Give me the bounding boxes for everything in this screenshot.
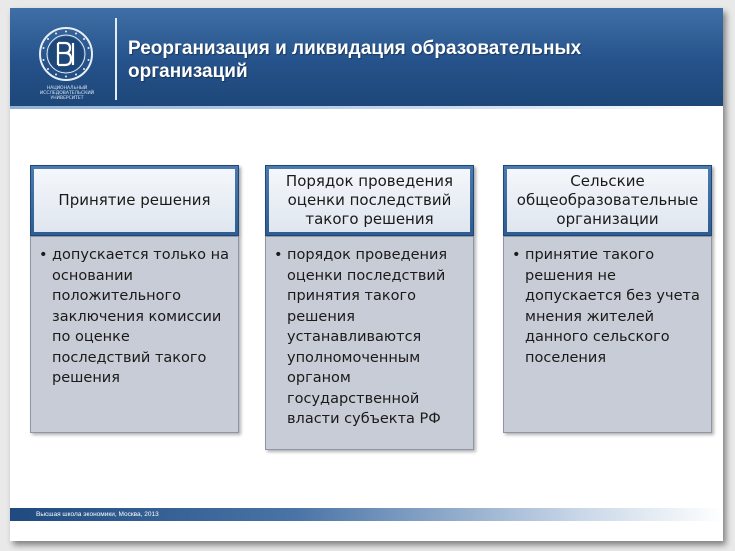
logo-caption: НАЦИОНАЛЬНЫЙ ИССЛЕДОВАТЕЛЬСКИЙ УНИВЕРСИТЕТ [39,86,95,101]
slide-title: Реорганизация и ликвидация образовательных организаций [128,38,582,82]
column-heading-inner [34,169,235,232]
column-bullet-text: порядок проведения оценки последствий принятия такого решения устанавливаются уполномоченным органом государственной власти субъекта РФ [287,247,448,427]
column-heading-box [30,165,239,236]
bullet-icon: • [274,247,283,263]
hse-logo-icon [38,26,94,82]
column-bullet-item [512,245,705,368]
column-heading: Принятие решения [58,191,211,209]
column-heading-box [503,165,712,236]
column-heading-inner [507,169,708,232]
column-heading: Порядок проведения оценки последствий такого решения [285,172,454,228]
column-body [265,236,474,450]
column-bullet-text: допускается только на основании положительного заключения комиссии по оценке последствий такого решения [52,247,229,386]
slide [10,8,723,541]
header-divider [115,18,117,100]
column-heading: Сельские общеобразовательные организации [516,172,699,228]
column-body [503,236,712,433]
column-bullet-item [274,245,467,430]
footer-text: Высшая школа экономики, Москва, 2013 [36,511,159,518]
logo [28,26,104,100]
column-bullet-text: принятие такого решения не допускается без учета мнения жителей данного сельского поселения [525,247,700,366]
column-heading-box [265,165,474,236]
bullet-icon: • [39,247,48,263]
bullet-icon: • [512,247,521,263]
column-bullet-item [39,245,232,389]
column-body [30,236,239,433]
header-underline [10,106,723,109]
column-heading-inner [269,169,470,232]
slide-header [10,8,723,106]
